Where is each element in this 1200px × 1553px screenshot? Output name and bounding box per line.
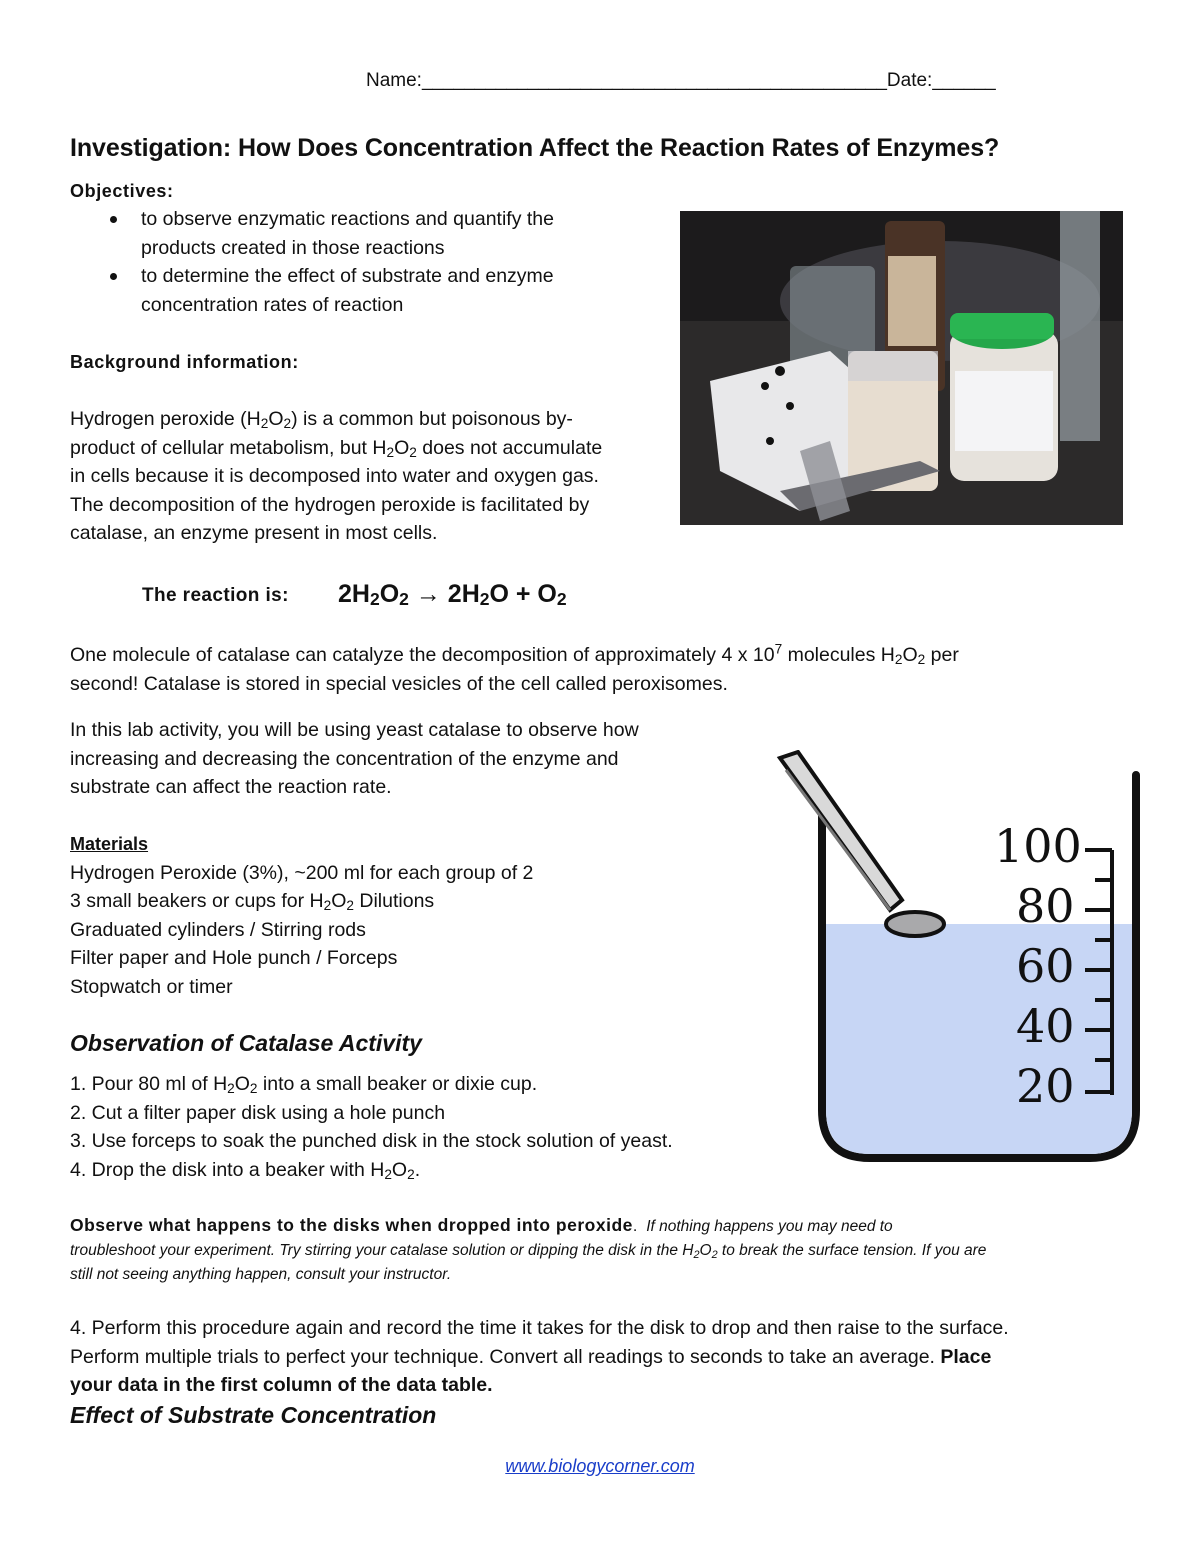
materials-section <box>70 830 720 1001</box>
photo-illustration <box>680 211 1123 525</box>
list-item: Hydrogen Peroxide (3%), ~200 ml for each group of 2 <box>70 861 534 884</box>
reaction-label: The reaction is: <box>142 585 289 606</box>
background-paragraph: Hydrogen peroxide $(H_2O_2)$ is a common but poisonous by- product of cellular metabolism, but $H_2O_2$ does not accumulate in cells because it is decomposed into water and oxygen gas. The decomposition of the hydrogen peroxide is facilitated by catalase, an enzyme present in most cells. <box>70 408 603 544</box>
name-label: Name: <box>366 70 422 91</box>
name-blank[interactable]: ____________________________________________ <box>421 70 887 91</box>
beaker-mark-80: 80 <box>1016 879 1075 933</box>
reaction-equation: $2H_2O_2 \to 2H_2O + O_2$ <box>338 580 567 609</box>
objectives-heading: Objectives: <box>70 181 174 201</box>
objectives-list <box>70 205 554 319</box>
list-item: 3. Use forceps to soak the punched disk in the stock solution of yeast. <box>70 1130 673 1152</box>
name-date-line <box>366 70 996 92</box>
date-label: Date: <box>886 70 933 91</box>
beaker-mark-60: 60 <box>1016 939 1075 993</box>
observation-heading: Observation of Catalase Activity <box>70 1030 422 1056</box>
beaker-mark-20: 20 <box>1016 1059 1075 1113</box>
footer <box>0 1456 1200 1477</box>
catalase-paragraph: One molecule of catalase can catalyze the decomposition of approximately 4 x $10^7$ molecules $H_2O_2$ per second! Catalase is stored in special vesicles of the cell called peroxisomes. <box>70 641 959 695</box>
list-item: 3 small beakers or cups for $H_2O_2$ Dilutions <box>70 890 435 913</box>
list-item: Graduated cylinders / Stirring rods <box>70 918 366 941</box>
beaker-mark-100: 100 <box>994 819 1082 873</box>
background-heading: Background information: <box>70 352 299 372</box>
observe-note: Observe what happens to the disks when dropped into peroxide. If nothing happens you may need to troubleshoot your experiment. Try stirring your catalase solution or dipping the disk in the $H_2O_2$ to break the surface tension. If you are still not seeing anything happen, consult your instructor. <box>70 1215 987 1283</box>
list-item: to determine the effect of substrate and enzyme concentration rates of reaction <box>70 262 554 319</box>
materials-heading: Materials <box>70 834 149 854</box>
beaker-illustration <box>770 750 1150 1170</box>
bullet-icon <box>110 216 117 223</box>
substrate-heading: Effect of Substrate Concentration <box>70 1402 437 1428</box>
lab-equipment-photo <box>680 211 1123 525</box>
step4-paragraph: 4. Perform this procedure again and record the time it takes for the disk to drop and then raise to the surface. Perform multiple trials to perfect your technique. Convert all readings to seconds to take an average. Place your data in the first column of the data table. <box>70 1317 1009 1396</box>
list-item: 1. Pour 80 ml of $H_2O_2$ into a small beaker or dixie cup. <box>70 1073 538 1096</box>
beaker-icon <box>770 750 1150 1170</box>
list-item: 2. Cut a filter paper disk using a hole punch <box>70 1101 446 1124</box>
list-item: to observe enzymatic reactions and quantify the products created in those reactions <box>70 205 554 262</box>
footer-link[interactable]: www.biologycorner.com <box>505 1456 695 1476</box>
list-item: Stopwatch or timer <box>70 975 233 998</box>
bullet-icon <box>110 273 117 280</box>
date-blank[interactable]: ______ <box>932 70 996 91</box>
beaker-mark-40: 40 <box>1016 999 1075 1053</box>
list-item: 4. Drop the disk into a beaker with $H_2O_2$. <box>70 1158 421 1182</box>
observation-steps <box>70 1070 790 1184</box>
page-title: Investigation: How Does Concentration Affect the Reaction Rates of Enzymes? <box>70 134 1000 162</box>
list-item: Filter paper and Hole punch / Forceps <box>70 947 398 969</box>
lab-intro-paragraph: In this lab activity, you will be using yeast catalase to observe how increasing and decreasing the concentration of the enzyme and substrate can affect the reaction rate. <box>70 719 639 798</box>
